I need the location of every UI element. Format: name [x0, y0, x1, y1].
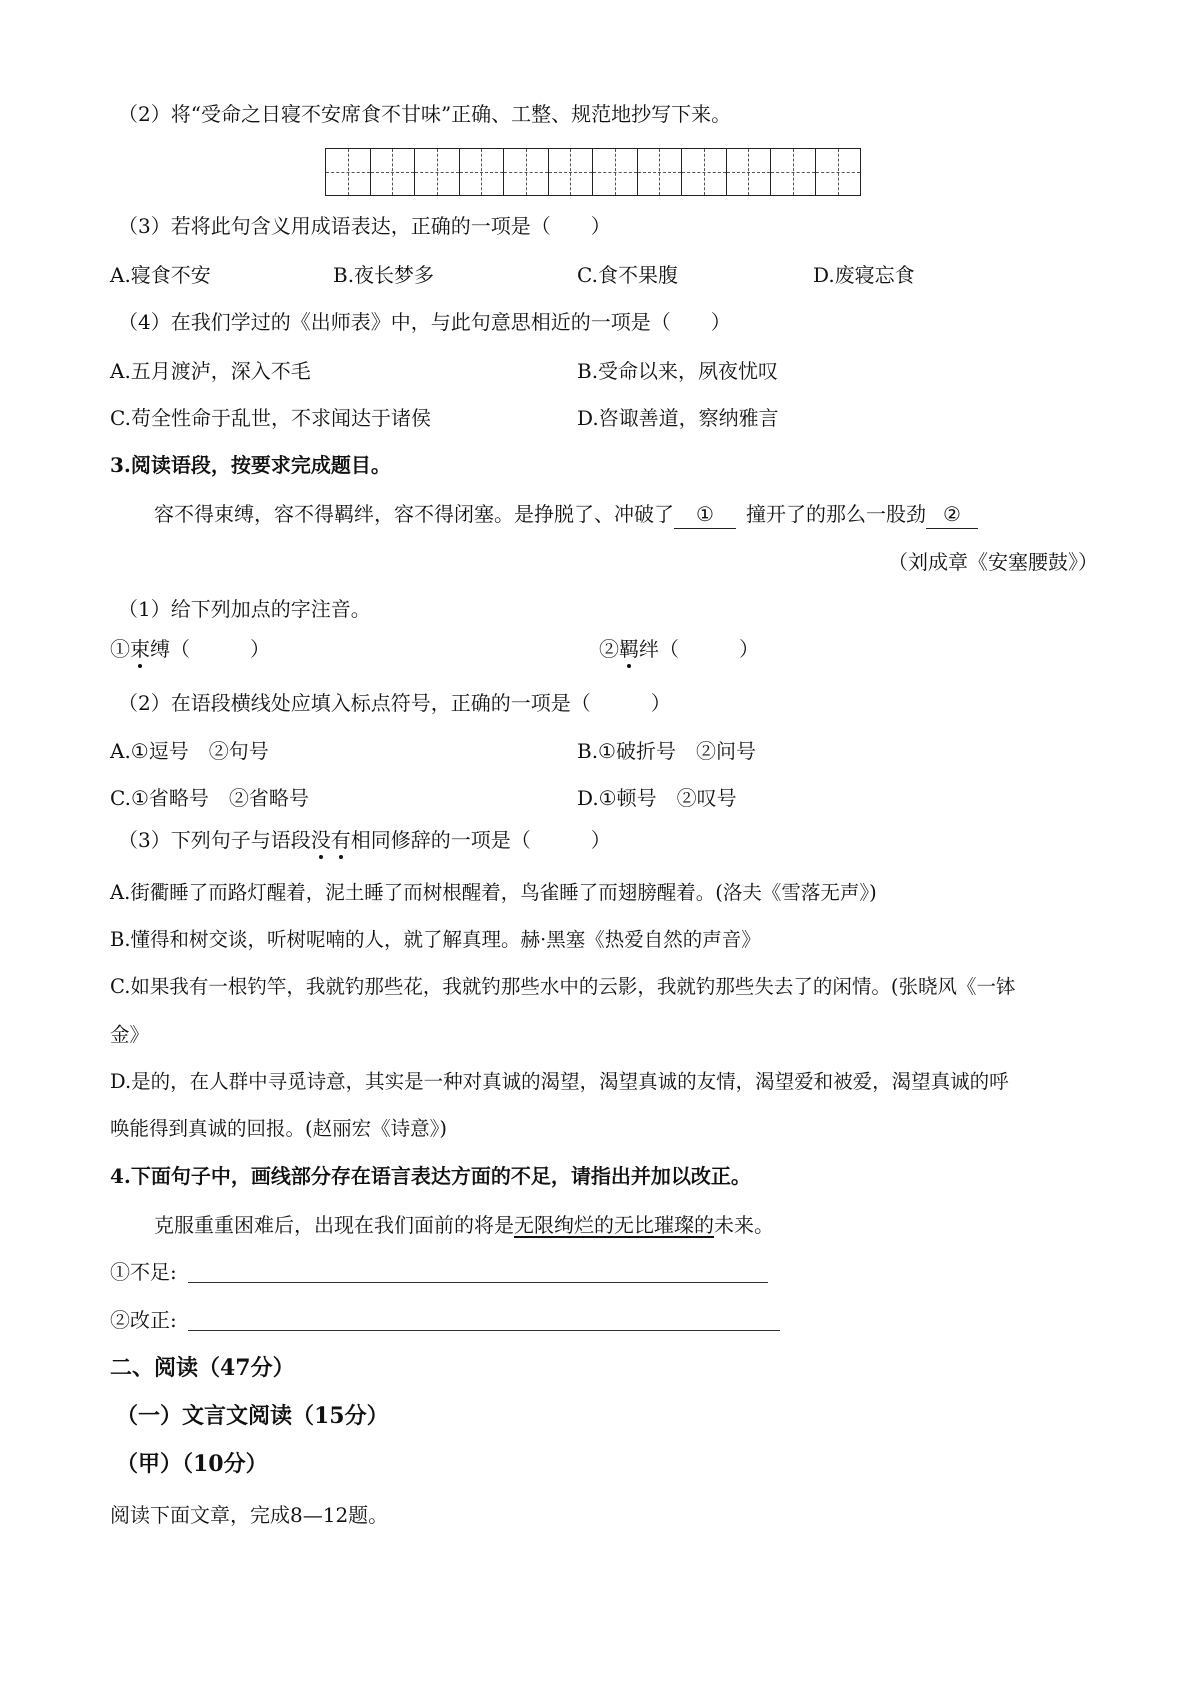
- q4-sentence: 克服重重困难后，出现在我们面前的将是无限绚烂的无比璀璨的未来。: [154, 1213, 774, 1237]
- grid-cell[interactable]: [593, 149, 638, 195]
- deficiency-answer-line[interactable]: [188, 1282, 768, 1283]
- subsection-heading: （一）文言文阅读（15分）: [116, 1403, 389, 1429]
- passage-source: （刘成章《安塞腰鼓》）: [888, 550, 1098, 574]
- reading-instruction: 阅读下面文章，完成8—12题。: [110, 1503, 389, 1527]
- section-heading: 二、阅读（47分）: [110, 1355, 295, 1381]
- grid-cell[interactable]: [549, 149, 594, 195]
- passage-blank-1: ①: [674, 500, 736, 529]
- dotted-char: 羁: [619, 637, 639, 661]
- grid-cell[interactable]: [682, 149, 727, 195]
- q3-1-item-1: ①束缚（ ）: [110, 637, 270, 661]
- q3-3-option-c-line1: C.如果我有一根钓竿，我就钓那些花，我就钓那些水中的云影，我就钓那些失去了的闲情。(张晓风《一钵: [110, 975, 1016, 998]
- grid-cell[interactable]: [326, 149, 371, 195]
- underlined-phrase: 无限绚烂的无比璀璨的: [514, 1213, 714, 1237]
- q2-4-option-a: A.五月渡泸，深入不毛: [110, 359, 311, 383]
- q2-4-prompt: （4）在我们学过的《出师表》中，与此句意思相近的一项是（ ）: [118, 310, 731, 334]
- grid-cell[interactable]: [638, 149, 683, 195]
- q3-title: 3.阅读语段，按要求完成题目。: [110, 453, 391, 477]
- grid-cell[interactable]: [727, 149, 772, 195]
- grid-cell[interactable]: [504, 149, 549, 195]
- correction-answer-line[interactable]: [188, 1330, 780, 1331]
- q3-2-prompt: （2）在语段横线处应填入标点符号，正确的一项是（ ）: [118, 691, 671, 715]
- passage-blank-2: ②: [926, 500, 978, 529]
- dotted-char: 束: [130, 637, 150, 661]
- dotted-char: 没: [310, 828, 331, 852]
- q3-3-option-d-line1: D.是的，在人群中寻觅诗意，其实是一种对真诚的渴望，渴望真诚的友情，渴望爱和被爱，渴望真诚的呼: [110, 1070, 1009, 1093]
- q3-2-option-a: A.①逗号 ②句号: [110, 739, 269, 763]
- sub-subsection-heading: （甲）（10分）: [116, 1451, 268, 1477]
- q3-3-option-a: A.街衢睡了而路灯醒着，泥土睡了而树根醒着，鸟雀睡了而翅膀醒着。(洛夫《雪落无声》): [110, 881, 877, 904]
- q3-2-option-c: C.①省略号 ②省略号: [110, 786, 309, 810]
- q2-2-prompt: （2）将“受命之日寝不安席食不甘味”正确、工整、规范地抄写下来。: [118, 102, 732, 126]
- q3-1-prompt: （1）给下列加点的字注音。: [118, 597, 371, 621]
- q2-3-option-c: C.食不果腹: [577, 263, 678, 287]
- dotted-char: 有: [330, 828, 351, 852]
- q4-title: 4.下面句子中，画线部分存在语言表达方面的不足，请指出并加以改正。: [110, 1164, 751, 1188]
- q3-3-option-c-line2: 金》: [110, 1023, 150, 1046]
- q3-2-option-b: B.①破折号 ②问号: [577, 739, 756, 763]
- correction-label: ②改正:: [110, 1308, 177, 1332]
- passage-text-2: 撞开了的那么一股劲: [746, 502, 926, 526]
- grid-cell[interactable]: [771, 149, 816, 195]
- grid-cell[interactable]: [415, 149, 460, 195]
- q3-passage: [154, 500, 978, 529]
- q2-3-prompt: （3）若将此句含义用成语表达，正确的一项是（ ）: [118, 214, 611, 238]
- grid-cell[interactable]: [371, 149, 416, 195]
- q2-3-option-d: D.废寝忘食: [813, 263, 915, 287]
- q2-4-option-d: D.咨诹善道，察纳雅言: [577, 406, 779, 430]
- q3-2-option-d: D.①顿号 ②叹号: [577, 786, 737, 810]
- q2-4-option-b: B.受命以来，夙夜忧叹: [577, 359, 779, 383]
- q3-3-prompt: （3）下列句子与语段没有相同修辞的一项是（ ）: [118, 828, 611, 852]
- q2-4-option-c: C.苟全性命于乱世，不求闻达于诸侯: [110, 406, 431, 430]
- q2-3-option-b: B.夜长梦多: [333, 263, 435, 287]
- q3-3-option-b: B.懂得和树交谈，听树呢喃的人，就了解真理。赫·黑塞《热爱自然的声音》: [110, 928, 761, 951]
- grid-cell[interactable]: [816, 149, 861, 195]
- deficiency-label: ①不足:: [110, 1260, 177, 1284]
- q3-3-option-d-line2: 唤能得到真诚的回报。(赵丽宏《诗意》): [110, 1117, 447, 1140]
- q3-1-item-2: ②羁绊（ ）: [599, 637, 759, 661]
- writing-grid[interactable]: [325, 148, 861, 196]
- grid-cell[interactable]: [460, 149, 505, 195]
- q2-3-option-a: A.寝食不安: [110, 263, 211, 287]
- passage-text-1: 容不得束缚，容不得羁绊，容不得闭塞。是挣脱了、冲破了: [154, 502, 674, 526]
